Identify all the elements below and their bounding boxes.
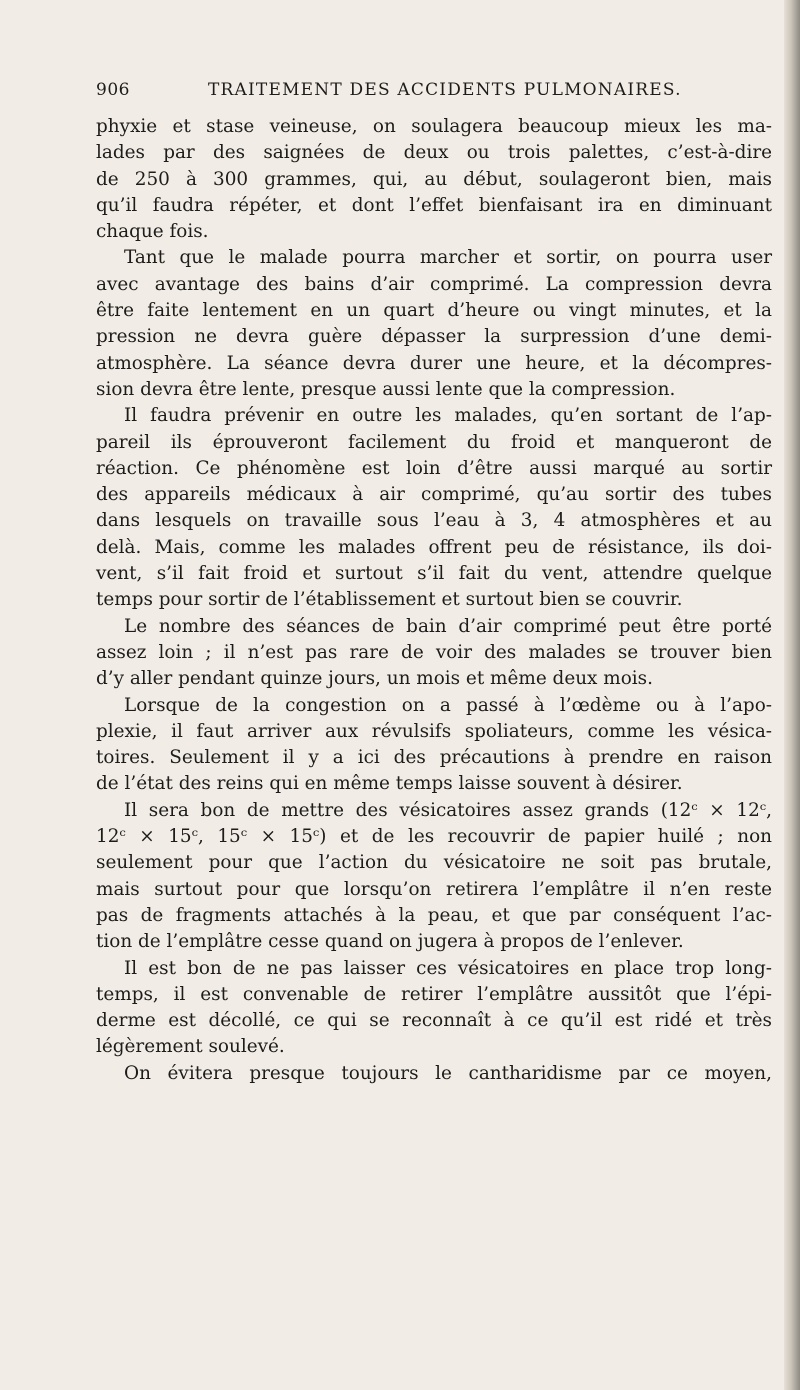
text-line: lades par des saignées de deux ou trois palettes, c’est-à-dire — [96, 142, 772, 164]
text-line: légèrement soulevé. — [96, 1036, 285, 1058]
text-line: assez loin ; il n’est pas rare de voir des malades se trouver bien — [96, 641, 772, 663]
text-line: toires. Seulement il y a ici des précautions à prendre en raison — [96, 747, 772, 769]
text-line: d’y aller pendant quinze jours, un mois et même deux mois. — [96, 668, 653, 690]
running-head: TRAITEMENT DES ACCIDENTS PULMONAIRES. — [208, 80, 682, 100]
text-line: 12ᶜ × 15ᶜ, 15ᶜ × 15ᶜ) et de les recouvrir de papier huilé ; non — [96, 826, 772, 848]
text-line: atmosphère. La séance devra durer une heure, et la décompres- — [96, 352, 772, 374]
text-line: phyxie et stase veineuse, on soulagera beaucoup mieux les ma- — [96, 116, 772, 137]
text-line: derme est décollé, ce qui se reconnaît à ce qu’il est ridé et très — [96, 1010, 772, 1032]
text-line: pareil ils éprouveront facilement du froid et manqueront de — [96, 431, 772, 453]
page-edge — [784, 0, 800, 1390]
text-line: chaque fois. — [96, 221, 209, 243]
text-line: On évitera presque toujours le cantharidisme par ce moyen, — [124, 1062, 772, 1084]
text-line: plexie, il faut arriver aux révulsifs spoliateurs, comme les vésica- — [96, 720, 772, 742]
text-line: temps pour sortir de l’établissement et surtout bien se couvrir. — [96, 589, 683, 611]
text-line: pas de fragments attachés à la peau, et que par conséquent l’ac- — [96, 904, 772, 926]
text-line: pression ne devra guère dépasser la surpression d’une demi- — [96, 326, 772, 348]
text-line: de l’état des reins qui en même temps laisse souvent à désirer. — [96, 773, 683, 795]
page-header — [96, 78, 766, 108]
text-line: tion de l’emplâtre cesse quand on jugera à propos de l’enlever. — [96, 931, 684, 953]
text-line: être faite lentement en un quart d’heure ou vingt minutes, et la — [96, 300, 772, 322]
text-line: Il est bon de ne pas laisser ces vésicatoires en place trop long- — [124, 957, 772, 979]
text-line: Tant que le malade pourra marcher et sortir, on pourra user — [124, 247, 772, 269]
text-line: avec avantage des bains d’air comprimé. La compression devra — [96, 273, 772, 295]
text-line: Il sera bon de mettre des vésicatoires assez grands (12ᶜ × 12ᶜ, — [124, 799, 772, 821]
text-line: mais surtout pour que lorsqu’on retirera l’emplâtre il n’en reste — [96, 878, 772, 900]
text-line: delà. Mais, comme les malades offrent peu de résistance, ils doi- — [96, 536, 772, 558]
text-line: qu’il faudra répéter, et dont l’effet bienfaisant ira en diminuant — [96, 194, 772, 216]
text-line: temps, il est convenable de retirer l’emplâtre aussitôt que l’épi- — [96, 983, 772, 1005]
page-number: 906 — [96, 80, 130, 100]
text-line: des appareils médicaux à air comprimé, qu’au sortir des tubes — [96, 484, 772, 506]
text-line: seulement pour que l’action du vésicatoire ne soit pas brutale, — [96, 852, 772, 874]
text-line: Le nombre des séances de bain d’air comprimé peut être porté — [124, 615, 772, 637]
text-line: dans lesquels on travaille sous l’eau à 3, 4 atmosphères et au — [96, 510, 772, 532]
text-line: réaction. Ce phénomène est loin d’être aussi marqué au sortir — [96, 457, 772, 479]
text-line: Lorsque de la congestion on a passé à l’œdème ou à l’apo- — [124, 694, 772, 716]
text-line: sion devra être lente, presque aussi lente que la compression. — [96, 378, 676, 400]
text-line: Il faudra prévenir en outre les malades, qu’en sortant de l’ap- — [124, 405, 772, 427]
text-line: de 250 à 300 grammes, qui, au début, soulageront bien, mais — [96, 168, 772, 190]
text-line: vent, s’il fait froid et surtout s’il fait du vent, attendre quelque — [96, 563, 772, 585]
body-text — [96, 114, 772, 1087]
